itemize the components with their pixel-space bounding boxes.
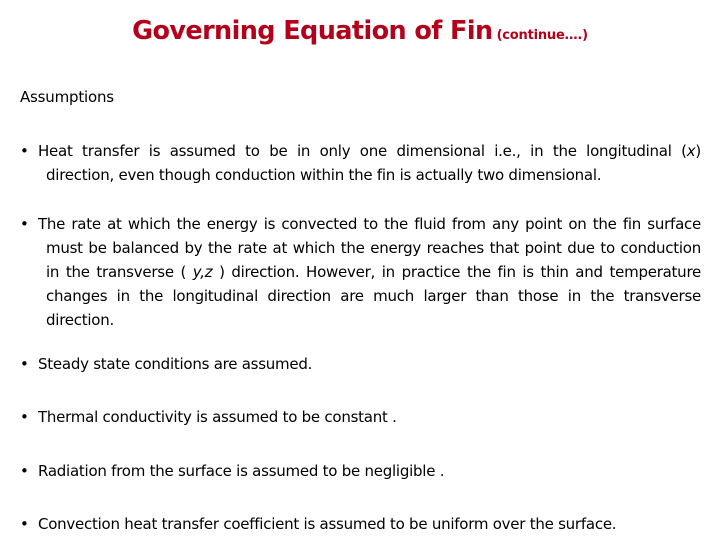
bullet-dot: • — [20, 142, 29, 160]
title-main: Governing Equation of Fin — [132, 16, 493, 46]
bullet-text: Steady state conditions are assumed. — [38, 355, 313, 373]
bullet-dot: • — [20, 215, 29, 233]
bullet-dot: • — [20, 515, 29, 533]
bullet-convection-coefficient — [20, 512, 701, 536]
bullet-italic-yz: y,z — [192, 263, 213, 281]
bullet-italic-x: x — [686, 142, 696, 160]
bullet-text: Thermal conductivity is assumed to be constant . — [38, 408, 397, 426]
bullet-text-after: ) direction. However, in practice the fin is thin and temperature changes in the longitudinal direction are much larger than those in the transverse direction. — [46, 263, 702, 329]
bullet-dot: • — [20, 355, 29, 373]
assumptions-heading: Assumptions — [20, 88, 114, 106]
bullet-steady-state — [20, 352, 701, 376]
bullet-text: Radiation from the surface is assumed to be negligible . — [38, 462, 445, 480]
slide-title — [0, 16, 720, 46]
bullet-one-dimensional — [20, 139, 701, 187]
bullet-energy-balance — [20, 212, 701, 332]
bullet-radiation — [20, 459, 701, 483]
title-suffix: (continue….) — [496, 28, 588, 43]
bullet-dot: • — [20, 462, 29, 480]
bullet-dot: • — [20, 408, 29, 426]
bullet-text: Heat transfer is assumed to be in only one dimensional i.e., in the longitudinal ( — [38, 142, 687, 160]
bullet-text-after: ) direction, even though conduction within the fin is actually two dimensional. — [46, 142, 701, 184]
bullet-text: The rate at which the energy is convected to the fluid from any point on the fin surface must be balanced by the rate at which the energy reaches that point due to conduction in the transverse ( — [38, 215, 701, 281]
bullet-thermal-conductivity — [20, 405, 701, 429]
bullet-text: Convection heat transfer coefficient is assumed to be uniform over the surface. — [38, 515, 617, 533]
